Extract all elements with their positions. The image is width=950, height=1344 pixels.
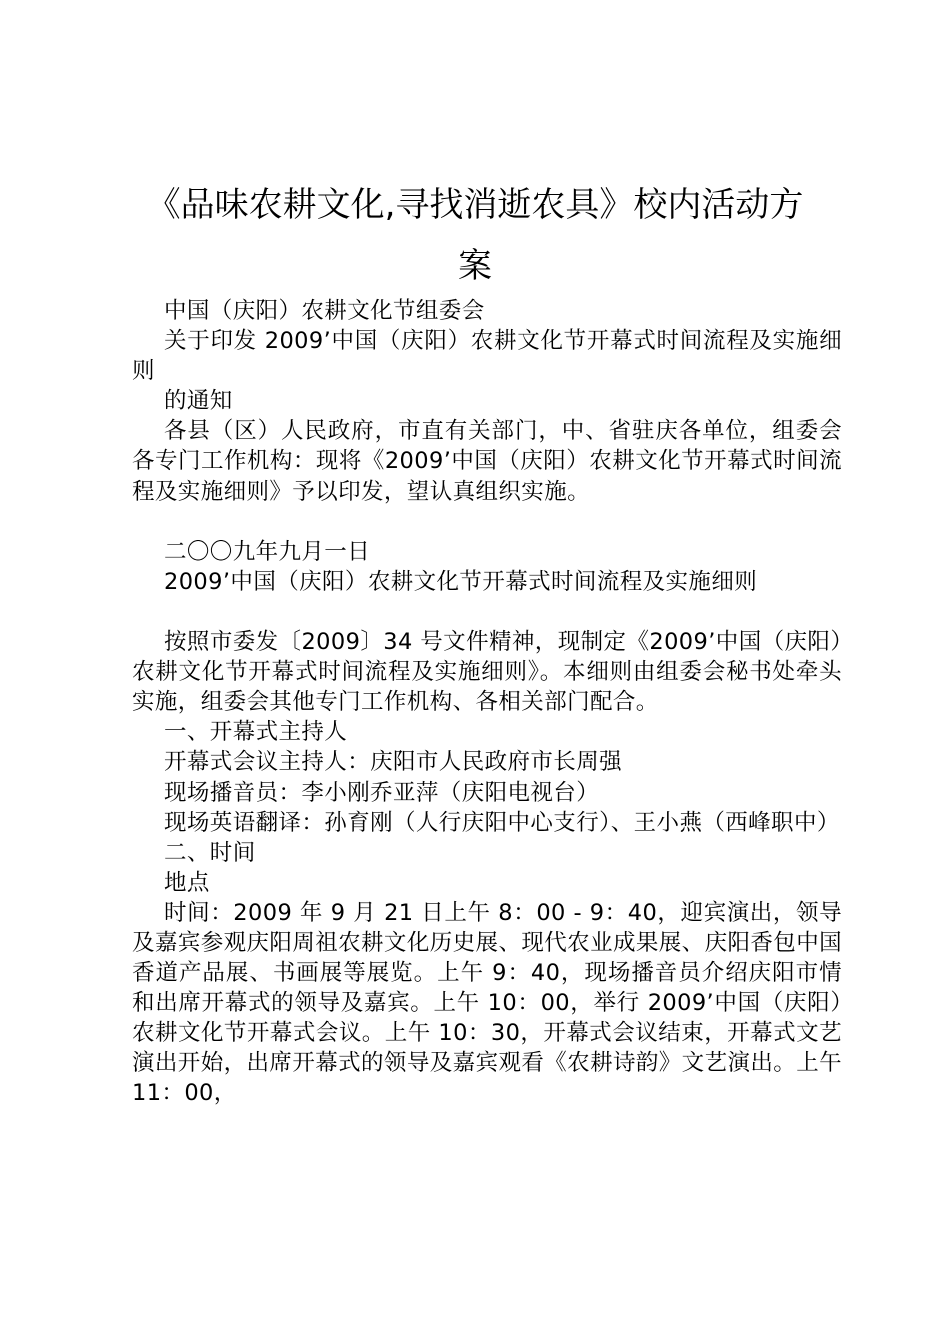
section-heading-time: 二、时间 bbox=[164, 839, 256, 866]
paragraph-announcer: 现场播音员：李小刚乔亚萍（庆阳电视台） bbox=[164, 779, 600, 806]
section-heading-location: 地点 bbox=[164, 869, 210, 896]
paragraph-rules-title: 2009’中国（庆阳）农耕文化节开幕式时间流程及实施细则 bbox=[164, 568, 758, 595]
paragraph-notice-title: 关于印发 2009’中国（庆阳）农耕文化节开幕式时间流程及实施细则 bbox=[132, 328, 842, 385]
paragraph-organizer: 中国（庆阳）农耕文化节组委会 bbox=[164, 298, 485, 324]
paragraph-intro: 按照市委发〔2009〕34 号文件精神，现制定《2009’中国（庆阳）农耕文化节开幕式时间流程及实施细则》。本细则由组委会秘书处牵头实施，组委会其他专门工作机构、各相关部门配合。 bbox=[132, 629, 842, 716]
document-title-line-1: 《品味农耕文化,寻找消逝农具》校内活动方 bbox=[146, 185, 804, 225]
paragraph-notice-suffix: 的通知 bbox=[164, 388, 233, 415]
paragraph-schedule: 时间：2009 年 9 月 21 日上午 8：00 - 9：40，迎宾演出，领导及嘉宾参观庆阳周祖农耕文化历史展、现代农业成果展、庆阳香包中国香道产品展、书画展等展览。上午 9：40，现场播音员介绍庆阳市情和出席开幕式的领导及嘉宾。上午 10：00，举行 2009’中国（庆阳）农耕文化节开幕式会议。上午 10：30，开幕式会议结束，开幕式文艺演出开始，出席开幕式的领导及嘉宾观看《农耕诗韵》文艺演出。上午 11：00， bbox=[132, 899, 842, 1107]
paragraph-translator: 现场英语翻译：孙育刚（人行庆阳中心支行）、王小燕（西峰职中） bbox=[164, 809, 840, 836]
document-title-line-2: 案 bbox=[458, 246, 492, 286]
document-body bbox=[132, 296, 842, 1109]
section-heading-host: 一、开幕式主持人 bbox=[164, 719, 348, 746]
blank-line bbox=[132, 507, 842, 537]
paragraph-notice-body: 各县（区）人民政府，市直有关部门，中、省驻庆各单位，组委会各专门工作机构：现将《2009’中国（庆阳）农耕文化节开幕式时间流程及实施细则》予以印发，望认真组织实施。 bbox=[132, 418, 842, 505]
paragraph-host: 开幕式会议主持人：庆阳市人民政府市长周强 bbox=[164, 749, 623, 776]
blank-line bbox=[132, 597, 842, 627]
paragraph-date: 二〇〇九年九月一日 bbox=[164, 538, 371, 565]
